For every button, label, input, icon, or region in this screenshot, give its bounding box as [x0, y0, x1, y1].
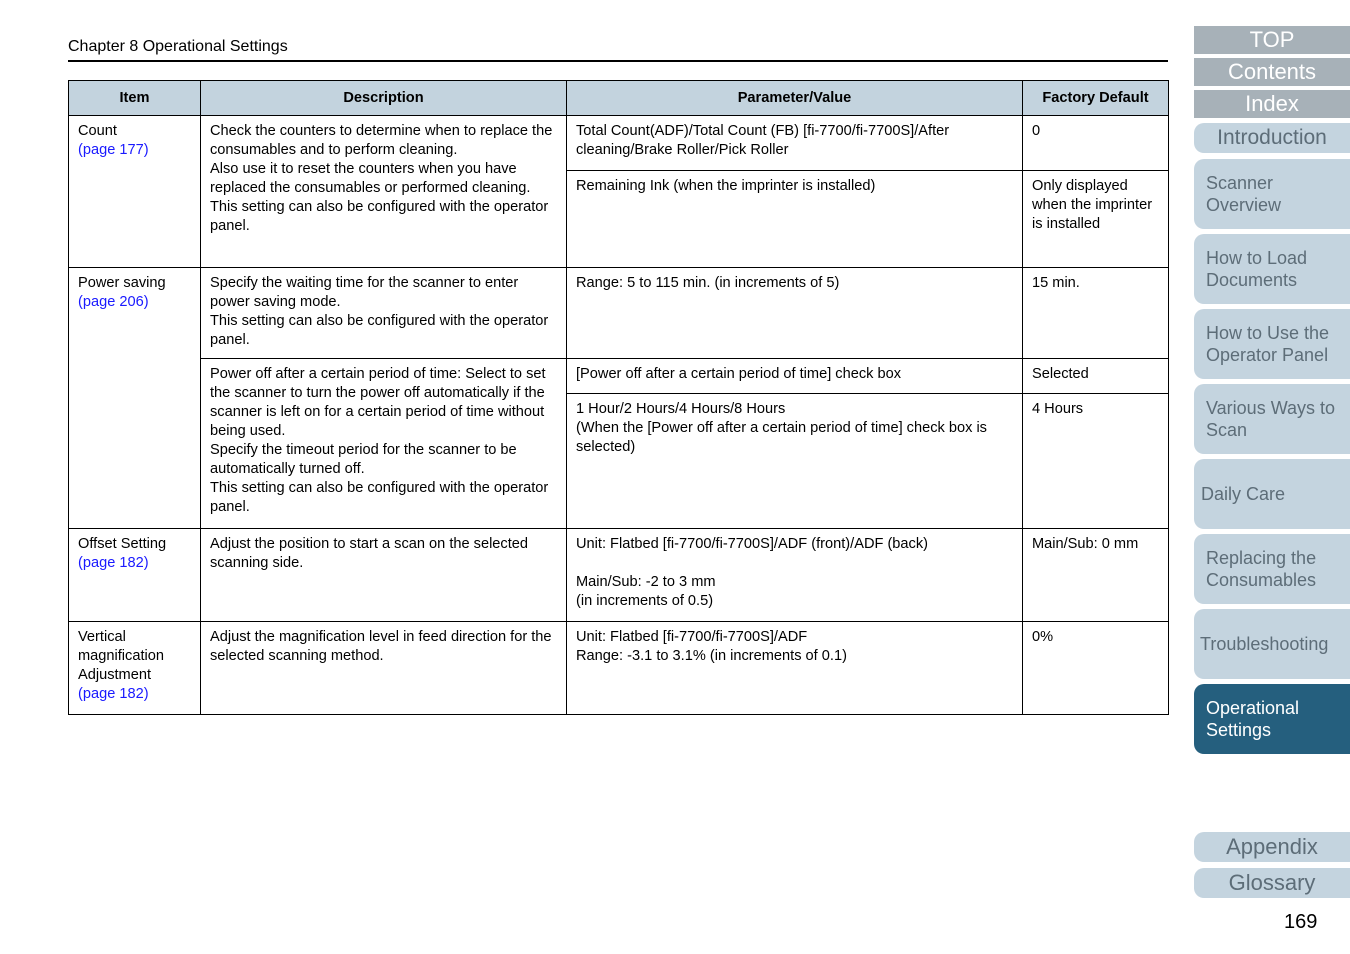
default-cell: 0 [1023, 116, 1169, 171]
parameter-cell: Total Count(ADF)/Total Count (FB) [fi-7700/fi-7700S]/After cleaning/Brake Roller/Pick Roller [567, 116, 1023, 171]
chapter-title: Chapter 8 Operational Settings [68, 38, 288, 55]
item-label: Vertical magnification Adjustment [78, 629, 164, 683]
nav-operational-settings-tab[interactable]: Operational Settings [1194, 684, 1350, 754]
default-cell: Selected [1023, 359, 1169, 394]
description-cell [201, 116, 567, 268]
item-label: Count [78, 123, 117, 139]
default-cell: 0% [1023, 622, 1169, 715]
parameter-text: (When the [Power off after a certain period of time] check box is selected) [576, 420, 987, 455]
parameter-text: Unit: Flatbed [fi-7700/fi-7700S]/ADF [576, 629, 808, 645]
item-cell [69, 622, 201, 715]
page-link[interactable]: (page 182) [78, 555, 149, 571]
nav-operator-panel-tab[interactable]: How to Use the Operator Panel [1194, 309, 1350, 379]
page-number: 169 [1284, 911, 1318, 933]
table-row [69, 359, 1169, 394]
default-cell: 15 min. [1023, 268, 1169, 359]
table-row [69, 116, 1169, 171]
nav-contents-button[interactable]: Contents [1194, 58, 1350, 86]
description-text: This setting can also be configured with the operator panel. [210, 313, 549, 348]
header-rule [68, 60, 1168, 62]
nav-scanner-overview-tab[interactable]: Scanner Overview [1194, 159, 1350, 229]
description-cell [201, 268, 567, 359]
parameter-text: Unit: Flatbed [fi-7700/fi-7700S]/ADF (front)/ADF (back) [576, 536, 928, 552]
nav-glossary-button[interactable]: Glossary [1194, 868, 1350, 898]
blank-line [576, 554, 1013, 573]
nav-various-ways-tab[interactable]: Various Ways to Scan [1194, 384, 1350, 454]
nav-introduction-tab[interactable]: Introduction [1194, 123, 1350, 153]
description-text: Also use it to reset the counters when you have replaced the consumables or performed cleaning. [210, 161, 531, 196]
item-cell [69, 529, 201, 622]
table-row [69, 622, 1169, 715]
column-header-parameter: Parameter/Value [567, 81, 1023, 116]
nav-top-button[interactable]: TOP [1194, 26, 1350, 54]
page-link[interactable]: (page 206) [78, 294, 149, 310]
parameter-text: (in increments of 0.5) [576, 593, 714, 609]
description-text: This setting can also be configured with the operator panel. [210, 480, 549, 515]
parameter-cell [567, 622, 1023, 715]
parameter-text: 1 Hour/2 Hours/4 Hours/8 Hours [576, 401, 786, 417]
column-header-item: Item [69, 81, 201, 116]
nav-daily-care-tab[interactable]: Daily Care [1194, 459, 1350, 529]
parameter-cell [567, 529, 1023, 622]
item-label: Power saving [78, 275, 166, 291]
parameter-cell [567, 394, 1023, 529]
nav-index-button[interactable]: Index [1194, 90, 1350, 118]
default-cell: 4 Hours [1023, 394, 1169, 529]
default-cell: Main/Sub: 0 mm [1023, 529, 1169, 622]
page-link[interactable]: (page 177) [78, 142, 149, 158]
description-text: Power off after a certain period of time: Select to set the scanner to turn the power off automatically if the scanner is left on for a certain period of time without being used. [210, 366, 546, 439]
item-cell [69, 268, 201, 529]
item-label: Offset Setting [78, 536, 167, 552]
description-cell: Adjust the position to start a scan on the selected scanning side. [201, 529, 567, 622]
nav-replacing-tab[interactable]: Replacing the Consumables [1194, 534, 1350, 604]
description-text: This setting can also be configured with the operator panel. [210, 199, 549, 234]
parameter-cell: Range: 5 to 115 min. (in increments of 5) [567, 268, 1023, 359]
page-link[interactable]: (page 182) [78, 686, 149, 702]
item-cell [69, 116, 201, 268]
description-text: Specify the timeout period for the scanner to be automatically turned off. [210, 442, 517, 477]
parameter-text: Main/Sub: -2 to 3 mm [576, 574, 716, 590]
column-header-description: Description [201, 81, 567, 116]
description-cell: Adjust the magnification level in feed direction for the selected scanning method. [201, 622, 567, 715]
table-row [69, 268, 1169, 359]
description-text: Check the counters to determine when to replace the consumables and to perform cleaning. [210, 123, 553, 158]
table-header-row [69, 81, 1169, 116]
description-cell [201, 359, 567, 529]
default-cell: Only displayed when the imprinter is installed [1023, 171, 1169, 268]
nav-troubleshooting-tab[interactable]: Troubleshooting [1194, 609, 1350, 679]
nav-appendix-button[interactable]: Appendix [1194, 832, 1350, 862]
column-header-default: Factory Default [1023, 81, 1169, 116]
table-row [69, 529, 1169, 622]
parameter-cell: Remaining Ink (when the imprinter is installed) [567, 171, 1023, 268]
description-text: Specify the waiting time for the scanner to enter power saving mode. [210, 275, 519, 310]
parameter-cell: [Power off after a certain period of time] check box [567, 359, 1023, 394]
nav-how-to-load-tab[interactable]: How to Load Documents [1194, 234, 1350, 304]
settings-table [68, 80, 1169, 715]
parameter-text: Range: -3.1 to 3.1% (in increments of 0.1) [576, 648, 847, 664]
